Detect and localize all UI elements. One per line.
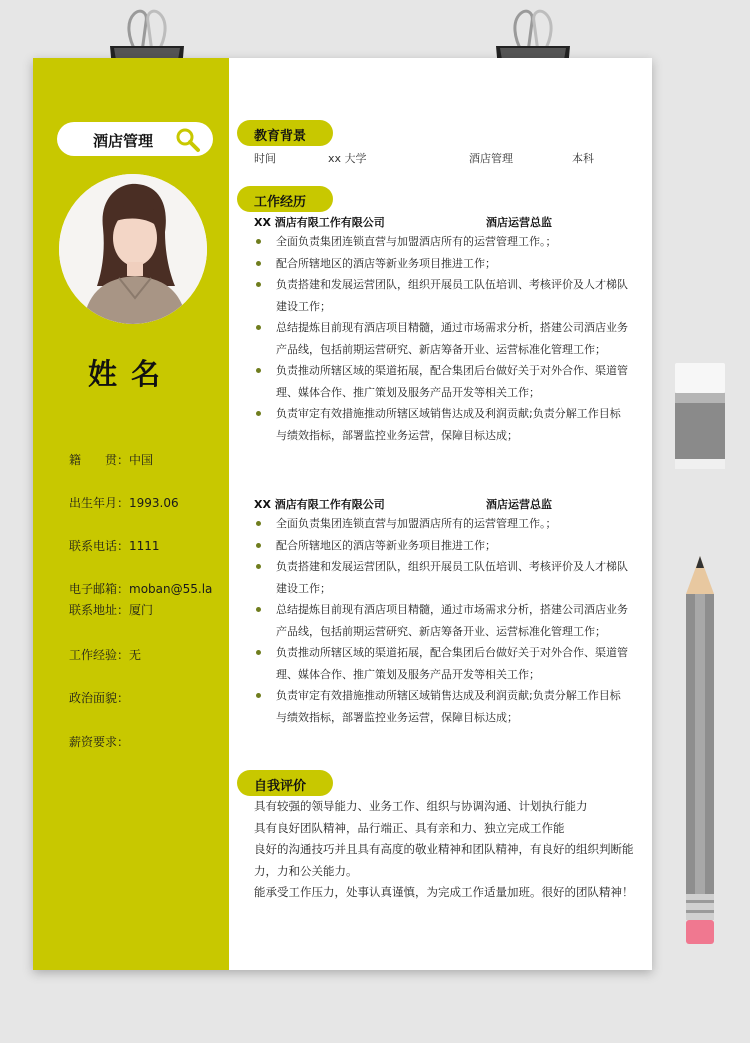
- education-row: [254, 150, 614, 164]
- section-header-work: 工作经历: [237, 186, 333, 212]
- bullet-dot-icon: [256, 282, 261, 287]
- bullet-dot-icon: [256, 411, 261, 416]
- list-item: 全面负责集团连锁直营与加盟酒店所有的运营管理工作。；: [254, 231, 629, 253]
- list-item: 负责审定有效措施推动所辖区域销售达成及利润贡献;负责分解工作目标与绩效指标，部署监控业务运营，保障目标达成；: [254, 685, 629, 728]
- job-position: 酒店运营总监: [486, 498, 552, 511]
- list-item: 全面负责集团连锁直营与加盟酒店所有的运营管理工作。；: [254, 513, 629, 535]
- search-pill[interactable]: [57, 122, 213, 156]
- education-degree: 本科: [572, 152, 594, 165]
- section-header-self-eval: 自我评价: [237, 770, 333, 796]
- search-label: 酒店管理: [93, 132, 154, 150]
- bullet-dot-icon: [256, 650, 261, 655]
- list-item: 配合所辖地区的酒店等新业务项目推进工作；: [254, 253, 629, 275]
- education-school: xx 大学: [328, 152, 367, 165]
- search-icon[interactable]: [175, 127, 201, 153]
- self-eval-line: 具有良好团队精神，品行端正、具有亲和力、独立完成工作能: [254, 820, 565, 835]
- job-header: [254, 214, 614, 228]
- pencil-icon: [686, 556, 714, 944]
- job-company: XX 酒店有限工作有限公司: [254, 498, 385, 511]
- education-major: 酒店管理: [469, 152, 513, 165]
- self-eval-line: 能承受工作压力，处事认真谨慎，为完成工作适量加班。很好的团队精神！: [254, 885, 634, 899]
- bullet-dot-icon: [256, 325, 261, 330]
- self-eval-line: 良好的沟通技巧并且具有高度的敬业精神和团队精神，有良好的组织判断能力，力和公关能力。: [254, 842, 634, 878]
- list-item: 负责审定有效措施推动所辖区域销售达成及利润贡献;负责分解工作目标与绩效指标，部署监控业务运营，保障目标达成；: [254, 403, 629, 446]
- list-item: 负责推动所辖区域的渠道拓展，配合集团后台做好关于对外合作、渠道管理、媒体合作、推广策划及服务产品开发等相关工作；: [254, 642, 629, 685]
- job-bullets: [254, 513, 629, 728]
- eraser-icon: [675, 363, 725, 469]
- info-email: 电子邮箱：moban@55.la: [69, 582, 213, 596]
- job-header: [254, 496, 614, 510]
- sidebar: [33, 58, 229, 970]
- list-item: 负责搭建和发展运营团队，组织开展员工队伍培训、考核评价及人才梯队建设工作；: [254, 556, 629, 599]
- bullet-dot-icon: [256, 564, 261, 569]
- bullet-dot-icon: [256, 607, 261, 612]
- info-political: 政治面貌：: [69, 691, 130, 705]
- bullet-dot-icon: [256, 521, 261, 526]
- bullet-dot-icon: [256, 543, 261, 548]
- resume-paper: [33, 58, 652, 970]
- info-hometown: 籍 贯：中国: [69, 453, 154, 467]
- list-item: 配合所辖地区的酒店等新业务项目推进工作；: [254, 535, 629, 557]
- list-item: 负责推动所辖区域的渠道拓展，配合集团后台做好关于对外合作、渠道管理、媒体合作、推广策划及服务产品开发等相关工作；: [254, 360, 629, 403]
- job-position: 酒店运营总监: [486, 216, 552, 229]
- job-bullets: [254, 231, 629, 446]
- bullet-dot-icon: [256, 368, 261, 373]
- info-birth: 出生年月：1993.06: [69, 496, 179, 510]
- main-content: [237, 58, 652, 970]
- list-item: 总结提炼目前现有酒店项目精髓，通过市场需求分析，搭建公司酒店业务产品线，包括前期运营研究、新店筹备开业、运营标准化管理工作；: [254, 317, 629, 360]
- bullet-dot-icon: [256, 261, 261, 266]
- self-eval-text: [254, 796, 634, 904]
- info-experience: 工作经验：无: [69, 648, 142, 662]
- avatar: [59, 174, 207, 324]
- bullet-dot-icon: [256, 693, 261, 698]
- section-header-education: 教育背景: [237, 120, 333, 146]
- list-item: 负责搭建和发展运营团队，组织开展员工队伍培训、考核评价及人才梯队建设工作；: [254, 274, 629, 317]
- info-address: 联系地址：厦门: [69, 603, 154, 617]
- job-company: XX 酒店有限工作有限公司: [254, 216, 385, 229]
- person-name: 姓名: [87, 357, 174, 391]
- info-salary: 薪资要求：: [69, 735, 130, 749]
- education-time: 时间: [254, 152, 276, 165]
- info-phone: 联系电话：1111: [69, 539, 160, 553]
- bullet-dot-icon: [256, 239, 261, 244]
- self-eval-line: 具有较强的领导能力、业务工作、组织与协调沟通、计划执行能力: [254, 799, 588, 813]
- list-item: 总结提炼目前现有酒店项目精髓，通过市场需求分析，搭建公司酒店业务产品线，包括前期运营研究、新店筹备开业、运营标准化管理工作；: [254, 599, 629, 642]
